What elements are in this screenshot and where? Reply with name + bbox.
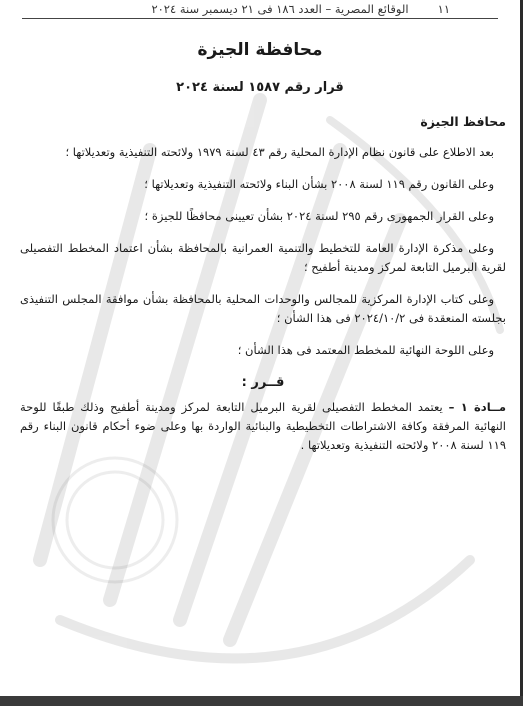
preamble-paragraph	[20, 143, 506, 162]
decision-heading: قــرر :	[241, 375, 285, 390]
scan-border-bottom	[0, 696, 523, 706]
paragraph-text: وعلى كتاب الإدارة المركزية للمجالس والوحدات المحلية بالمحافظة بشأن موافقة المجلس التنفيذى بجلسته المنعقدة فى ٢٠٢٤/١٠/٢ فى هذا الشأن ؛	[20, 292, 506, 325]
preamble-paragraph	[20, 175, 506, 194]
preamble-paragraph	[20, 207, 506, 226]
page-number: ١١	[437, 2, 450, 16]
paragraph-text: وعلى القرار الجمهورى رقم ٢٩٥ لسنة ٢٠٢٤ بشأن تعيينى محافظًا للجيزة ؛	[144, 209, 494, 223]
issuer-heading: محافظ الجيزة	[420, 114, 506, 129]
preamble-paragraph	[20, 290, 506, 328]
paragraph-text: وعلى مذكرة الإدارة العامة للتخطيط والتنمية العمرانية بالمحافظة بشأن اعتماد المخطط التفصيلى لقرية البرميل التابعة لمركز ومدينة أطفيح ؛	[20, 241, 506, 274]
paragraph-text: بعد الاطلاع على قانون نظام الإدارة المحلية رقم ٤٣ لسنة ١٩٧٩ ولائحته التنفيذية وتعديلاتها ؛	[65, 145, 494, 159]
paragraph-text: وعلى القانون رقم ١١٩ لسنة ٢٠٠٨ بشأن البناء ولائحته التنفيذية وتعديلاتها ؛	[144, 177, 494, 191]
document-body	[20, 112, 506, 468]
preamble-paragraph	[20, 341, 506, 360]
document-title: محافظة الجيزة	[197, 40, 323, 60]
article-label: مــادة ١ –	[448, 400, 506, 414]
preamble-paragraph	[20, 239, 506, 277]
header-divider	[22, 18, 498, 19]
article-1	[20, 398, 506, 455]
paragraph-text: وعلى اللوحة النهائية للمخطط المعتمد فى هذا الشأن ؛	[237, 343, 494, 357]
decree-number: قرار رقم ١٥٨٧ لسنة ٢٠٢٤	[176, 80, 344, 95]
running-header: الوقائع المصرية – العدد ١٨٦ فى ٢١ ديسمبر سنة ٢٠٢٤	[151, 2, 409, 16]
article-text: يعتمد المخطط التفصيلى لقرية البرميل التابعة لمركز ومدينة أطفيح وذلك طبقًا للوحة النهائية المرفقة وكافة الاشتراطات التخطيطية والبنائية الواردة بها وعلى ضوء أحكام قانون البناء رقم ١١٩ لسنة ٢٠٠٨ ولائحته التنفيذية وتعديلاتها .	[20, 400, 506, 452]
